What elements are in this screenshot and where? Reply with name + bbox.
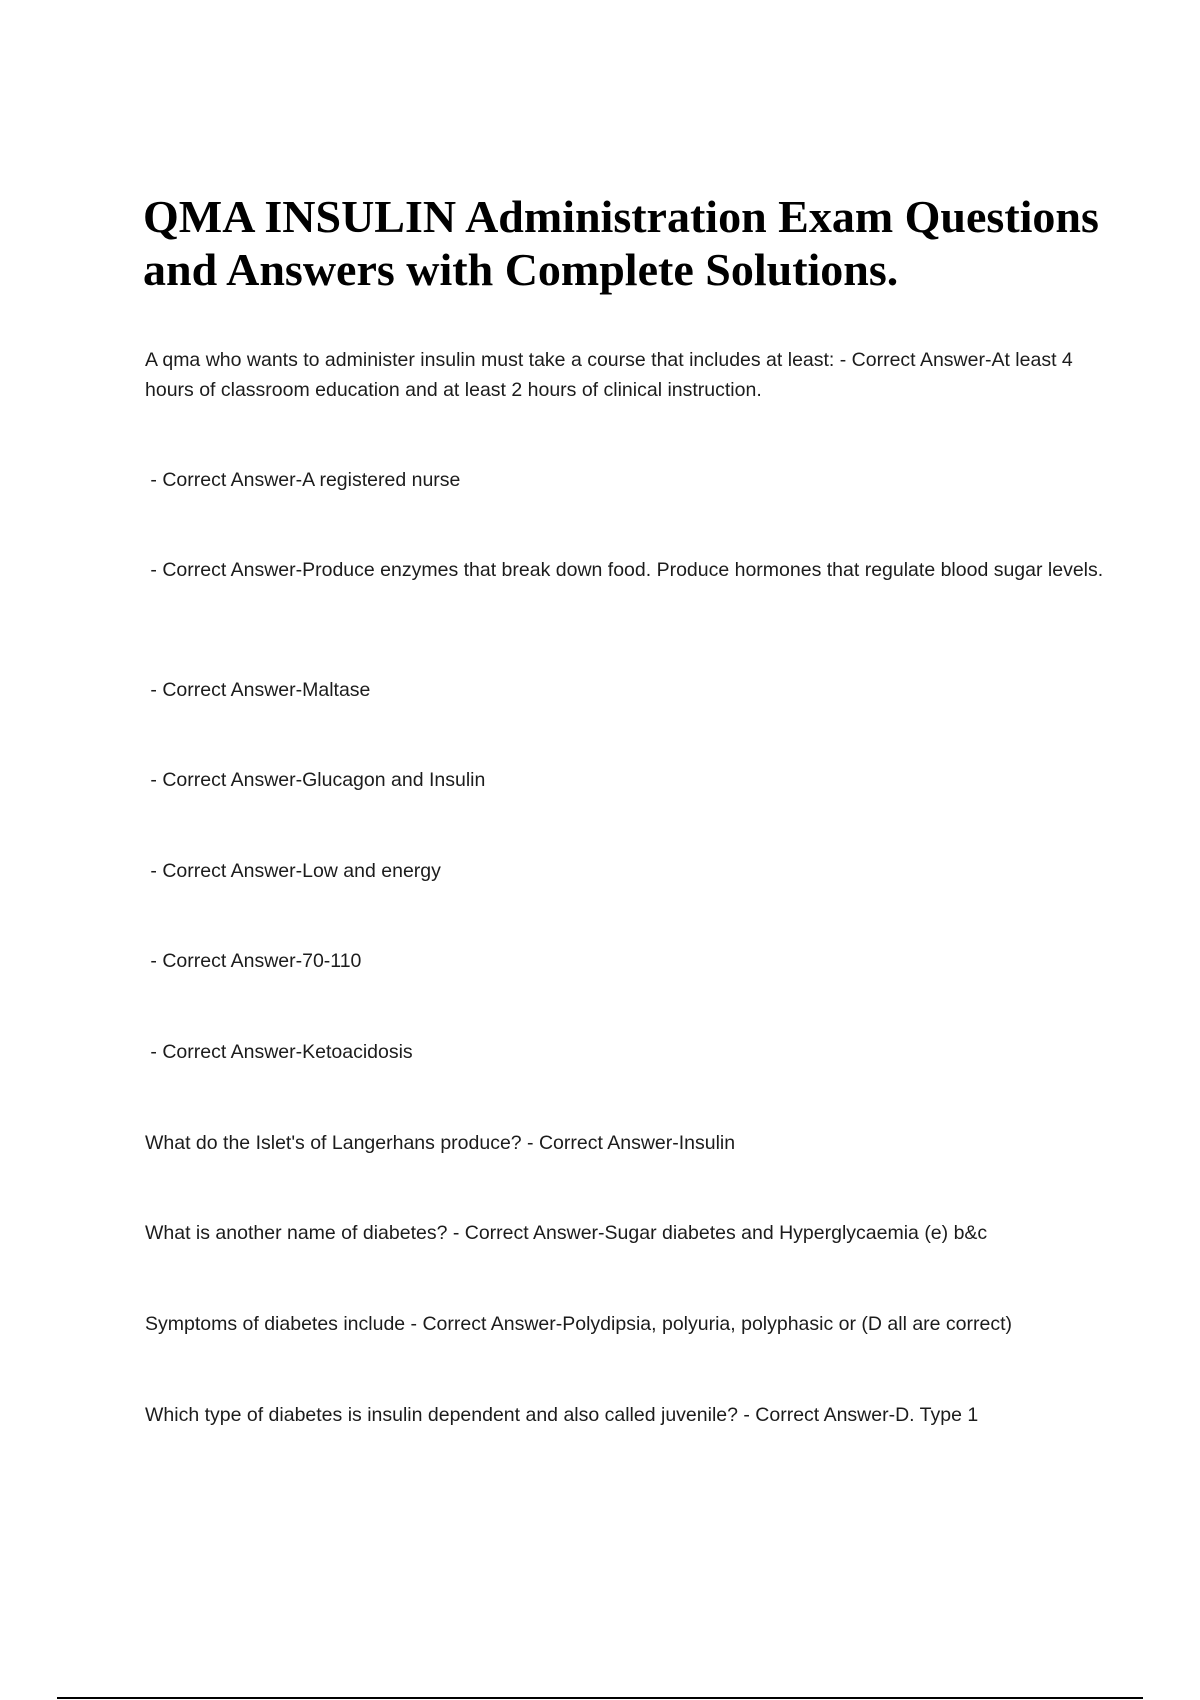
qa-item-4: - Correct Answer-Maltase: [145, 679, 371, 701]
document-title: QMA INSULIN Administration Exam Questions and Answers with Complete Solutions.: [143, 191, 1099, 295]
qa-item-12: Which type of diabetes is insulin dependent and also called juvenile? - Correct Answer-D. Type 1: [145, 1404, 979, 1426]
qa-item-10: What is another name of diabetes? - Correct Answer-Sugar diabetes and Hyperglycaemia (e) b&c: [145, 1222, 988, 1244]
qa-item-2: - Correct Answer-A registered nurse: [145, 469, 461, 491]
qa-item-6: - Correct Answer-Low and energy: [145, 860, 441, 882]
qa-item-3: - Correct Answer-Produce enzymes that break down food. Produce hormones that regulate blood sugar levels.: [145, 559, 1104, 581]
qa-item-9: What do the Islet's of Langerhans produce? - Correct Answer-Insulin: [145, 1132, 736, 1154]
qa-item-5: - Correct Answer-Glucagon and Insulin: [145, 769, 486, 791]
qa-item-11: Symptoms of diabetes include - Correct Answer-Polydipsia, polyuria, polyphasic or (D all are correct): [145, 1313, 1013, 1335]
qa-item-7: - Correct Answer-70-110: [145, 950, 362, 972]
footer-rule: [57, 1697, 1143, 1699]
qa-item-1: A qma who wants to administer insulin must take a course that includes at least: - Correct Answer-At least 4 hours of classroom education and at least 2 hours of clinical instruction.: [145, 349, 1079, 401]
qa-item-8: - Correct Answer-Ketoacidosis: [145, 1041, 413, 1063]
